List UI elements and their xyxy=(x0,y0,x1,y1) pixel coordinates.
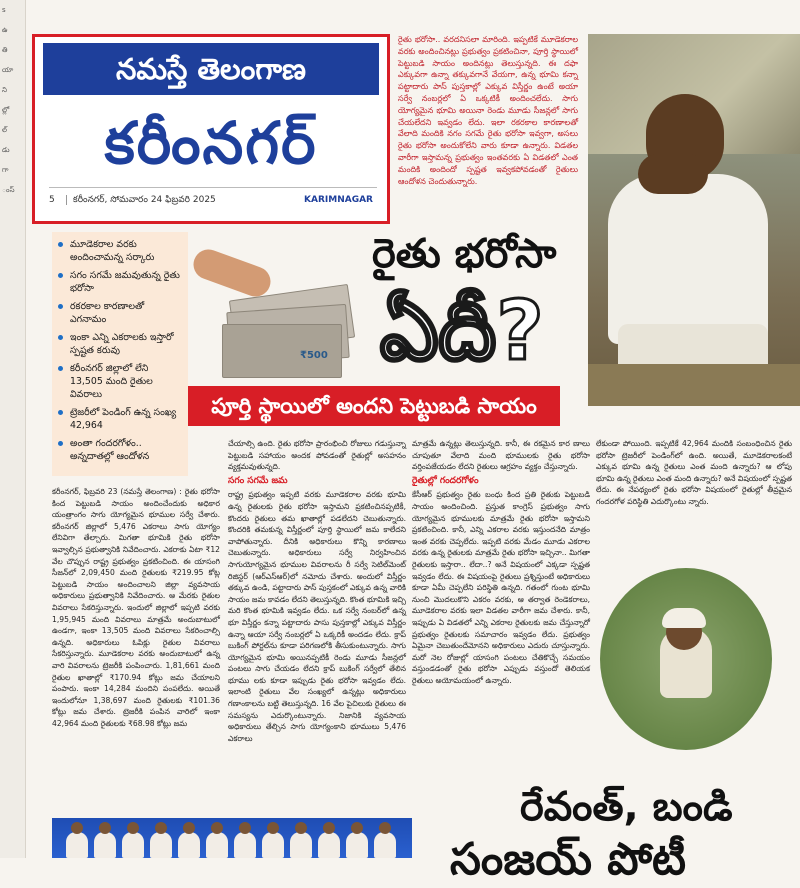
column-3-body: కేసీఆర్ ప్రభుత్వం రైతు బంధు కింద ప్రతి రైతుకు పెట్టుబడి సాయం అందించింది. ప్రస్తుత కాంగ్రెస్ ప్రభుత్వం సాగు యోగ్యమైన భూములకు మాత్రమే రైతు భరోసా ఇస్తామని ప్రకటించింది. కానీ, ఎన్ని ఎకరాల వరకు ఇస్తుందనేది మాత్రం ఇంత వరకు చెప్పలేదు. ఇప్పటి వరకు మేడం మూడు ఎకరాల వరకు ఉన్న రైతులకు మాత్రమే రైతు భరోసా ఇచ్చినా.. మిగతా రైతులకు ఇస్తారా.. లేదా..? అనే విషయంలో ఎక్కడా స్పష్టత ఇవ్వడం లేదు. ఈ విషయంపై రైతులు ప్రశ్నిస్తుంటే అధికారులు కూడా ఏమీ చెప్పలేని పరిస్థితి ఉన్నది. గతంలో గుంట భూమి నుంచి మొదలుకొని ఎకరం వరకు, ఆ తర్వాత రెండెకరాలు, మూడెకరాల వరకు ఇలా విడతల వారీగా జమ చేశారు. కానీ, ఇప్పుడు ఏ విడతలో ఎన్ని ఎకరాల రైతులకు జమ చేస్తున్నారో ప్రభుత్వం రైతులకు సమాచారం ఇవ్వడం లేదు. ప్రభుత్వం ఏమైనా చెబుతుందేమోనని అధికారులు ఎదురు చూస్తున్నారు. మరో నెల రోజుల్లో యాసంగి పంటలు చేతికొచ్చే సమయం వస్తుండడంతో రైతు భరోసా ఎప్పుడు వస్తుందో తెలియక రైతులు అయోమయంలో ఉన్నారు. xyxy=(412,490,590,685)
highlight-item: సగం సగమే జమవుతున్న రైతు భరోసా xyxy=(58,269,182,295)
field-farmer-photo xyxy=(600,568,772,750)
person-figure xyxy=(318,832,340,858)
highlight-item: ఇంకా ఎన్ని ఎకరాలకు ఇస్తారో స్పష్టత కరువు xyxy=(58,331,182,357)
highlights-list xyxy=(58,238,182,463)
previous-page-edge xyxy=(0,0,26,858)
person-figure xyxy=(206,832,228,858)
gutter-fragment: ని xyxy=(2,86,7,94)
article-column-4: లేకుండా పోయింది. ఇప్పటికే 42,964 మందికి సంబంధించిన రైతు భరోసా ట్రెజరీలో పెండింగ్‌లో ఉంది. అయితే, మూడెకరాలకంటే ఎక్కువ భూమి ఉన్న రైతులు ఎంత మంది ఉన్నారు? ఆ లోపు భూమి ఉన్న రైతులు ఎంత మంది ఉన్నారు? అనే విషయంలో స్పష్టత లేదు. ఈ నేపథ్యంలో రైతు భరోసా విషయంలో రైతుల్లో తీవ్రమైన గందరగోళ పరిస్థితి ఎదుర్కొంటు న్నారు. xyxy=(596,439,792,506)
headline-line-2: ఏదీ? xyxy=(380,284,544,379)
column-2-body: రాష్ట్ర ప్రభుత్వం ఇప్పటి వరకు మూడెకరాల వరకు భూమి ఉన్న రైతులకు రైతు భరోసా ఇస్తామని ప్రకటించినప్పటికీ, కొందరు రైతులు తమ ఖాతాల్లో పడలేదని చెబుతున్నారు. కొందరికి తమకున్న విస్తీర్ణంలో పూర్తి స్థాయిలో జమ కాలేదని వాపోతున్నారు. దీనికి అధికారులు కొన్ని కారణాలు చెబుతున్నారు. అధికారులు సర్వే నిర్వహించిన సాగుయోగ్యమైన భూముల వివరాలను రీ సర్వే సెటిల్‌మెంట్ రిజిస్టర్ (ఆర్ఎస్ఆర్)లో నమోదు చేశారు. అందులో విస్తీర్ణం తక్కువ ఉండి, పట్టాదారు పాస్ పుస్తకంలో ఎక్కువ ఉన్న వారికి సాయం జమ కావడం లేదని తెలుస్తున్నది. కొంత భూమికి ఇచ్చి మరి కొంత భూమికి ఇవ్వడం లేదు. ఒక సర్వే నంబర్‌లో ఉన్న భూ విస్తీర్ణం కన్నా పట్టాదారు పాసు పుస్తకాల్లో ఎక్కువ విస్తీర్ణం ఉన్నా ఆయా సర్వే నంబర్లలో ఏ ఒక్కరికీ అందడం లేదు. క్రాప్ బుకింగ్ పోర్టల్‌ను కూడా పరిగణలోకి తీసుకుంటున్నారు. సాగు యోగ్యమైన భూమి అయినప్పటికీ రెండు మూడు సీజన్లలో పంటలు సాగు చేయడం లేదని క్రాప్ బుకింగ్ సర్వేలో తేలిన భూము లకు కూడా ఇప్పుడు రైతు భరోసా ఇవ్వడం లేదు. ఇలాంటి రైతులు వేల సంఖ్యలో ఉన్నట్లు అధికారులు గణాంకాలను బట్టి తెలుస్తున్నది. 16 వేల పైచిలుకు రైతులు ఈ సమస్యను ఎదుర్కొంటున్నారు. నిజానికి వ్యవసాయ అధికారులు తేల్చిన సాగు యోగ్యంకాని భూములు 5,476 ఎకరాలు xyxy=(228,490,406,743)
gutter-fragment: డు xyxy=(2,146,10,154)
masthead-divider xyxy=(49,187,377,188)
gutter-fragment: ంస్ xyxy=(2,186,15,194)
section-subheading: రైతుల్లో గందరగోళం xyxy=(412,475,479,486)
person-figure xyxy=(94,832,116,858)
highlight-item: అంతా గందరగోళం.. అన్నదాతల్లో ఆందోళన xyxy=(58,437,182,463)
highlight-item: కరీంనగర్ జిల్లాలో లేని 13,505 మంది రైతుల వివరాలు xyxy=(58,362,182,401)
person-figure xyxy=(290,832,312,858)
gutter-fragment: తి xyxy=(2,46,8,54)
person-figure xyxy=(234,832,256,858)
city-title: కరీంనగర్ xyxy=(104,109,318,177)
bottom-headline-line-2: సంజయ్ పోటీ xyxy=(450,834,687,885)
article-column-2 xyxy=(228,438,406,816)
person-figure xyxy=(122,832,144,858)
dateline-row xyxy=(49,195,379,207)
highlight-item: రకరకాల కారణాలతో ఎగనామం xyxy=(58,300,182,326)
person-figure xyxy=(262,832,284,858)
article-column-3 xyxy=(412,438,590,820)
person-figure xyxy=(346,832,368,858)
highlight-item: ట్రెజరీలో పెండింగ్ ఉన్న సంఖ్య 42,964 xyxy=(58,406,182,432)
highlight-item: మూడెకరాల వరకు అందించామన్న సర్కారు xyxy=(58,238,182,264)
gutter-fragment: ఉ xyxy=(2,26,8,34)
currency-label: ₹500 xyxy=(300,350,328,361)
column-3-lead: మాత్రమే ఉన్నట్లు తెలుస్తున్నది. కానీ, ఈ రకమైన కార ణాలు చూపుతూ వేలాది మంది భూములకు రైతు భరోసా వర్తింపజేయడం లేదని రైతులు ఆగ్రహం వ్యక్తం చేస్తున్నారు. xyxy=(412,439,590,472)
section-subheading: సగం సగమే జమ xyxy=(228,475,288,486)
article-column-1: కరీంనగర్, ఫిబ్రవరి 23 (నమస్తే తెలంగాణ) : రైతు భరోసా కింద పెట్టుబడి సాయం అందించేందుకు అధికార యంత్రాంగం సాగు యోగ్యమైన భూముల సర్వే చేశారు. కరీంనగర్ జిల్లాలో 5,476 ఎకరాలు సాగు యోగ్యం లేనివిగా తేల్చారు. మిగతా భూమికి రైతు భరోసా ఇవ్వాల్సిన ప్రభుత్వానికి నివేదించారు. ఎకరాకు ఏటా ₹12 వేల చొప్పున రాష్ట్ర ప్రభుత్వం ప్రకటించింది. ఈ యాసంగి సీజన్‌లో 2,09,450 మంది రైతులకు ₹219.95 కోట్ల పెట్టుబడి సాయం అందించాలని జిల్లా వ్యవసాయ అధికారులు ప్రభుత్వానికి నివేదించారు. ఆ మేరకు రైతుల వివరాలు సేకరిస్తున్నారు. ఇందులో జిల్లాలో ఇప్పటి వరకు 1,95,945 మంది వివరాలు మాత్రమే అందుబాటులో ఉండగా, ఇంకా 13,505 మంది వివరాలు సేకరించాల్సి ఉన్నది. అధికారులు ఓపిక్లు రైతుల వివరాలు సేకరిస్తున్నారు. మూడెకరాల వరకు అందుబాటులో ఉన్న వారి వివరాలను ట్రెజరీకి పంపించారు. 1,81,661 మంది రైతుల ఖాతాల్లో ₹170.94 కోట్లు జమ చేయాలని పంపారు. ఇంకా 14,284 మందిని పంపలేదు. అయితే ఇందులోనూ 1,38,697 మంది రైతులకు ₹101.36 కోట్లు జమ చేశారు. ట్రెజరీకి పంపిన వారిలో ఇంకా 42,964 మంది రైతులకు ₹68.98 కోట్లు జమ xyxy=(52,487,220,728)
subheadline-banner: పూర్తి స్థాయిలో అందని పెట్టుబడి సాయం xyxy=(188,386,560,426)
paper-name: నమస్తే తెలంగాణ xyxy=(43,43,379,95)
person-figure xyxy=(66,832,88,858)
person-figure xyxy=(178,832,200,858)
bottom-headline-line-1: రేవంత్, బండి xyxy=(520,784,733,830)
page-number: 5 xyxy=(49,195,67,205)
person-figure xyxy=(374,832,396,858)
gutter-fragment: ల్లో xyxy=(2,106,10,114)
column-2-lead: చేయాల్సి ఉంది. రైతు భరోసా ప్రారంభించి రోజులు గడుస్తున్నా పెట్టుబడి సహాయం అందక పోవడంతో రైతుల్లో అసహనం వ్యక్తమవుతున్నది. xyxy=(228,439,406,472)
event-photo xyxy=(52,818,412,858)
farmer-photo xyxy=(588,34,800,406)
gutter-fragment: ల్ xyxy=(2,126,7,134)
gutter-fragment: s xyxy=(2,6,6,14)
gutter-fragment: గా xyxy=(2,166,9,174)
gutter-fragment: యా xyxy=(2,66,14,74)
person-figure xyxy=(150,832,172,858)
highlights-box xyxy=(52,232,188,476)
currency-photo xyxy=(192,232,360,382)
dateline: కరీంనగర్, సోమవారం 24 ఫిబ్రవరి 2025 xyxy=(73,195,216,205)
masthead xyxy=(32,34,390,224)
edition-name: KARIMNAGAR xyxy=(304,195,373,205)
intro-paragraph: రైతు భరోసా.. వరదనిసలా మారింది. ఇప్పటికే మూడెకరాల వరకు అందించినట్లు ప్రభుత్వం ప్రకటించినా, పూర్తి స్థాయిలో పెట్టుబడి సాయం అందినట్లు తెలుస్తున్నది. ఈ దఫా ఎక్కువగా ఉన్నా తక్కువగానే వేయగా, ఉన్న భూమి కన్నా పట్టాదారు పాస్ పుస్తకాల్లో ఎక్కువ విస్తీర్ణం ఉంటే అయా సర్వే నంబర్లలో ఏ ఒక్కటికీ అందించలేదు. సాగు యోగ్యమైన భూమి అయినా రెండు మూడు సీజన్లలో సాగు చేయలేదని ఇవ్వడం లేదు. ఇలా రకరకాల కారణాలతో వేలాది మందికి నగం సగమే రైతు భరోసా ఇవ్వగా, అసలు రైతు భరోసా అందుకోలేని వారు కూడా ఉన్నారు. విడతల వారీగా ఇస్తామన్న ప్రభుత్వం ఇంతవరకు ఏ విడతలో ఎంత మందికి అందిందో స్పష్టత ఇవ్వకపోవడంతో రైతులు ఆందోళన చెందుతున్నారు. xyxy=(398,35,578,186)
headline-line-1: రైతు భరోసా xyxy=(372,231,557,277)
